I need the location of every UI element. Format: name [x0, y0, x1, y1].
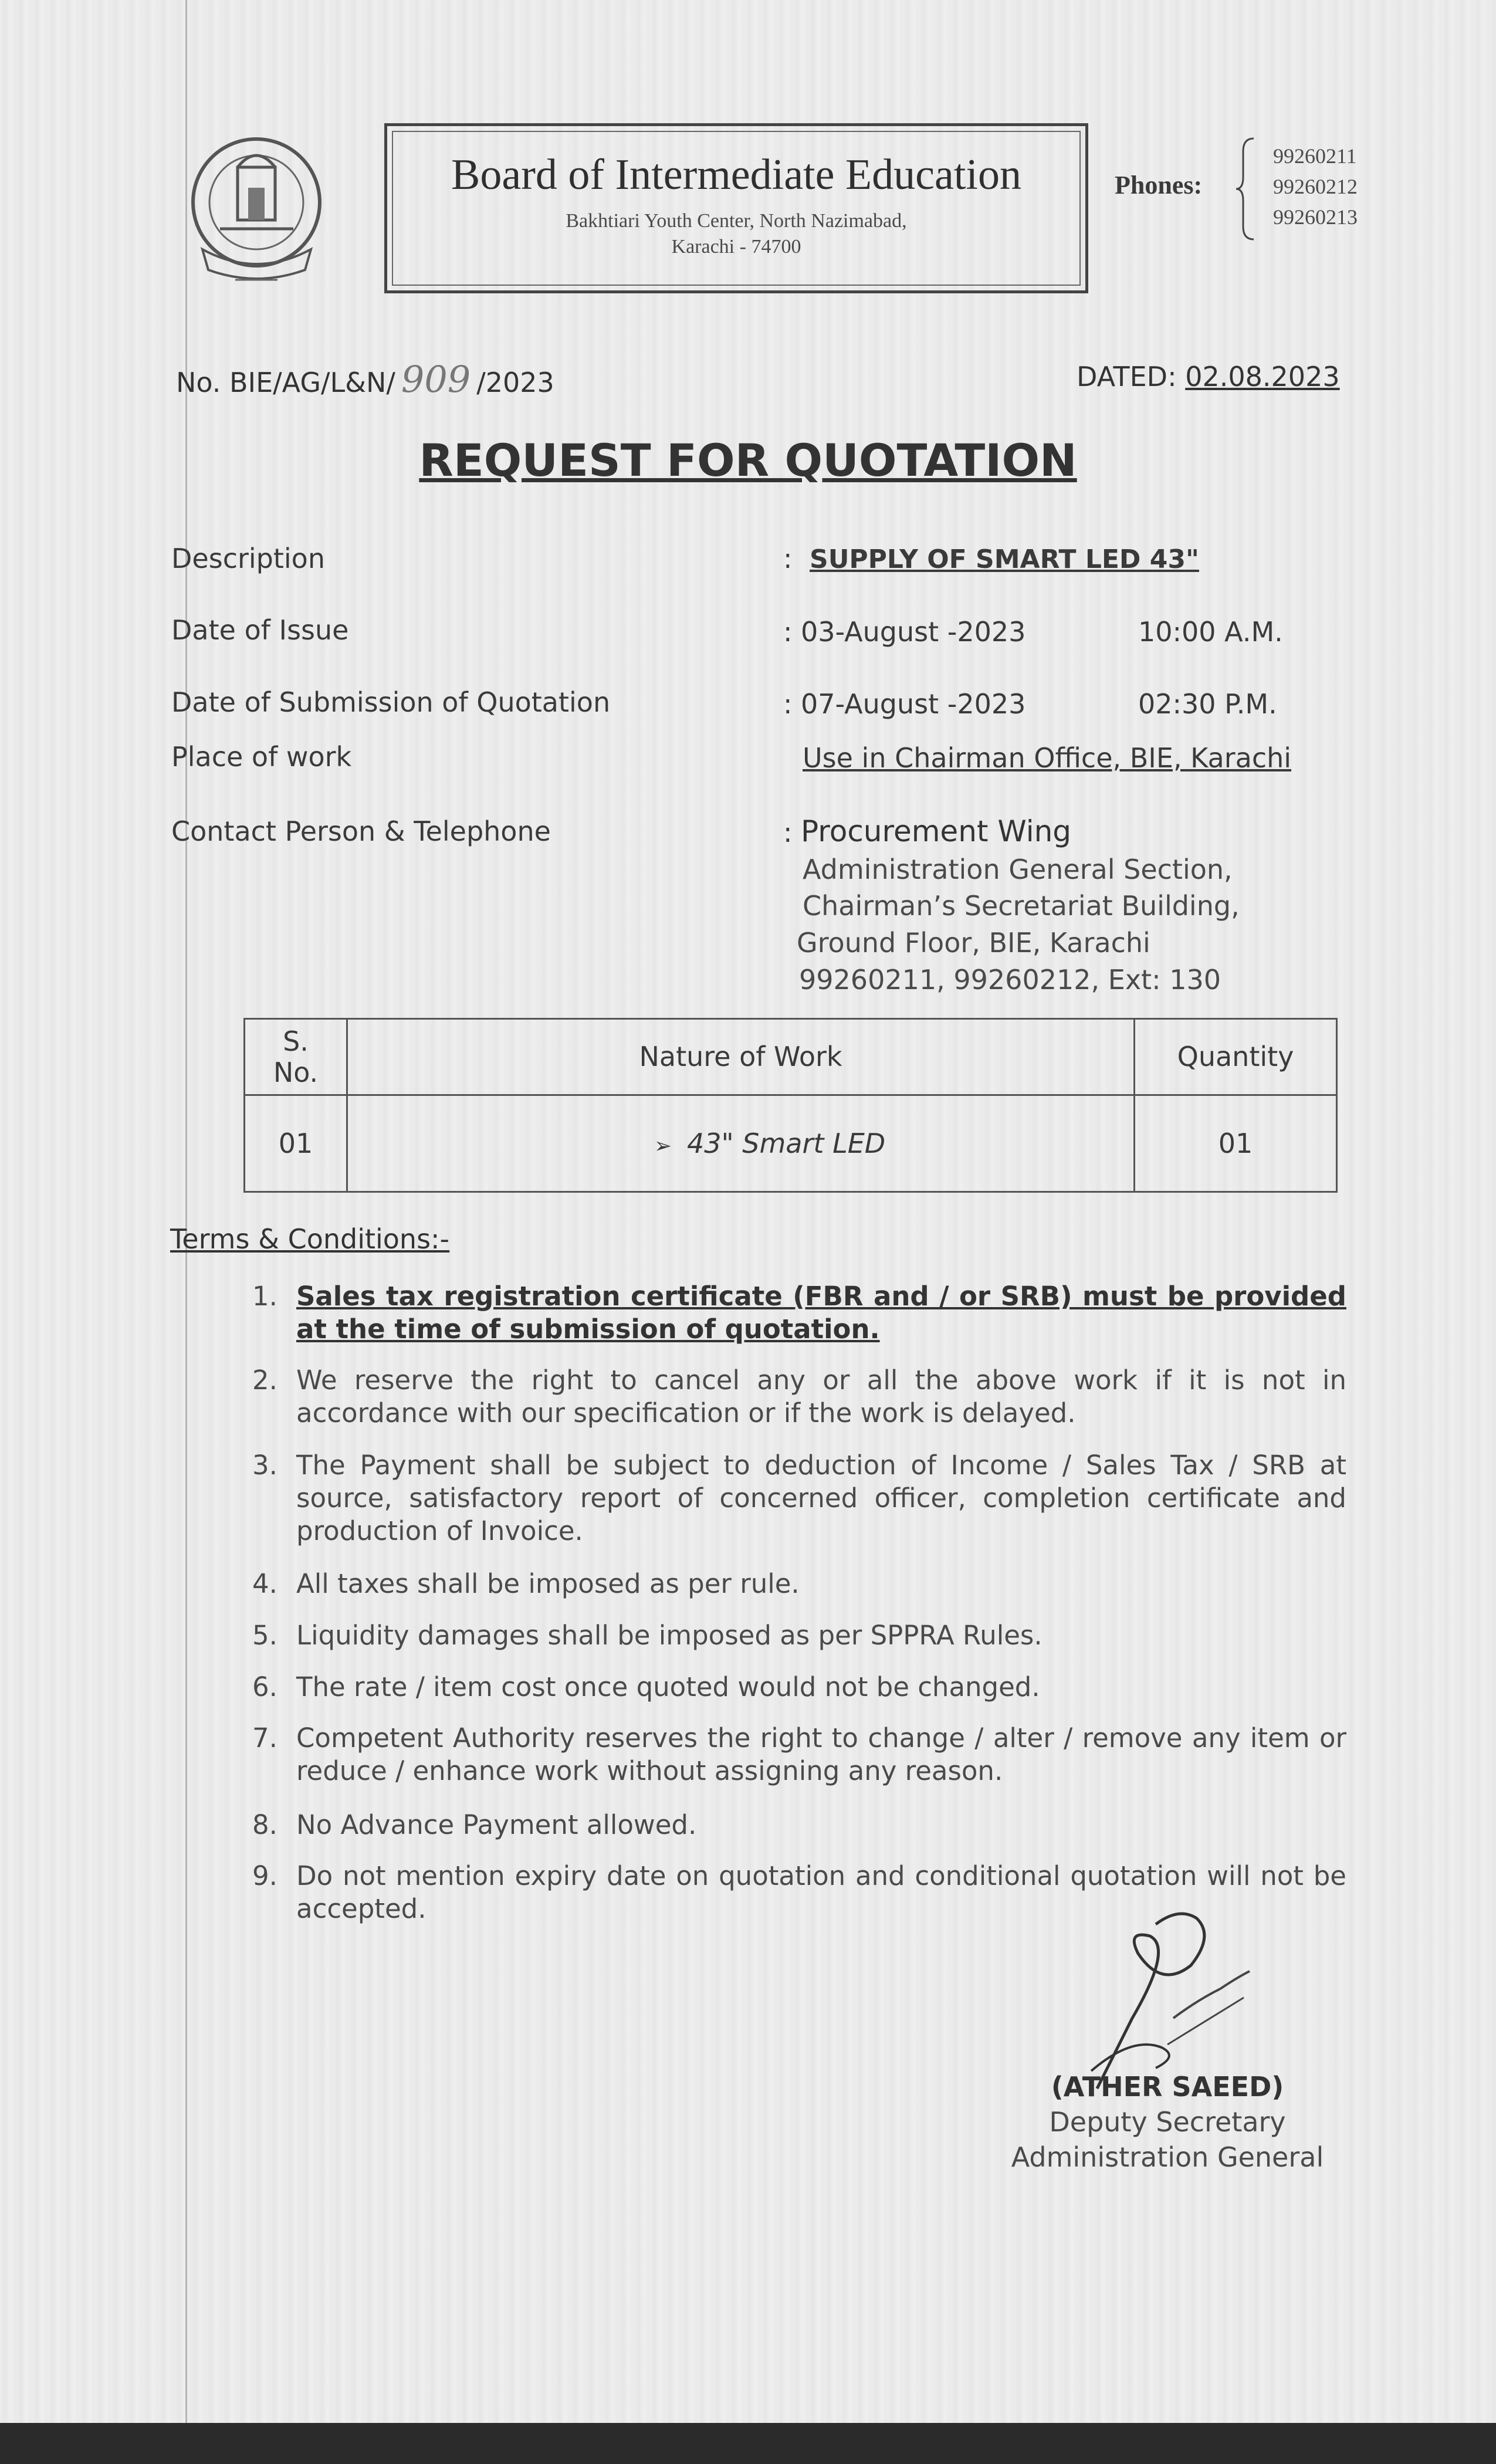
- submission-date-label: Date of Submission of Quotation: [171, 686, 611, 718]
- term-number: 4.: [252, 1568, 277, 1599]
- term-number: 5.: [252, 1620, 277, 1651]
- quantity-header: Quantity: [1135, 1019, 1337, 1095]
- address-line-2: Karachi - 74700: [671, 236, 801, 258]
- dated-value: 02.08.2023: [1185, 361, 1340, 392]
- signatory-department: Administration General: [1011, 2141, 1324, 2173]
- reference-suffix: /2023: [476, 367, 554, 398]
- term-item: [235, 1809, 1346, 1842]
- term-item: [235, 1568, 1346, 1600]
- arrow-bullet-icon: ➢: [654, 1134, 672, 1158]
- contact-line: 99260211, 99260212, Ext: 130: [799, 964, 1221, 996]
- phone-number: 99260212: [1273, 175, 1358, 198]
- sno-cell: 01: [245, 1095, 347, 1192]
- term-item: [235, 1671, 1346, 1704]
- term-number: 8.: [252, 1809, 277, 1840]
- organization-name: Board of Intermediate Education: [451, 151, 1021, 199]
- term-number: 3.: [252, 1450, 277, 1481]
- sno-header: [245, 1019, 347, 1095]
- contact-colon: :: [783, 817, 793, 848]
- signatory-title: Deputy Secretary: [1049, 2106, 1286, 2138]
- term-item: [235, 1619, 1346, 1652]
- description-label: Description: [171, 543, 325, 574]
- terms-heading: Terms & Conditions:-: [170, 1223, 450, 1255]
- term-number: 2.: [252, 1365, 277, 1396]
- term-text: Competent Authority reserves the right to change / alter / remove any item or reduce / enhance work without assigning any reason.: [296, 1722, 1346, 1786]
- term-number: 1.: [252, 1281, 277, 1312]
- letterhead-box: [384, 123, 1088, 293]
- place-of-work-label: Place of work: [171, 741, 352, 773]
- board-seal-logo: [179, 132, 334, 287]
- quantity-cell: 01: [1135, 1095, 1337, 1192]
- term-text: The Payment shall be subject to deduction of Income / Sales Tax / SRB at source, satisfactory report of concerned officer, completion certificate and production of Invoice.: [296, 1450, 1346, 1546]
- scan-border: [0, 2423, 1496, 2464]
- handwritten-signature: [1044, 1901, 1267, 2094]
- term-text: No Advance Payment allowed.: [296, 1809, 697, 1840]
- term-text: Do not mention expiry date on quotation and conditional quotation will not be accepted.: [296, 1860, 1346, 1924]
- issue-date-value: 03-August -2023: [801, 616, 1026, 648]
- term-item: [235, 1364, 1346, 1430]
- table-row: [245, 1095, 1337, 1192]
- term-item: [235, 1449, 1346, 1548]
- contact-label: Contact Person & Telephone: [171, 815, 551, 847]
- table-header-row: [245, 1019, 1337, 1095]
- term-text: Liquidity damages shall be imposed as per SPPRA Rules.: [296, 1620, 1043, 1651]
- term-number: 9.: [252, 1860, 277, 1891]
- description-colon: :: [783, 543, 793, 574]
- issue-time-value: 10:00 A.M.: [1138, 616, 1283, 648]
- submission-date-colon: :: [783, 688, 793, 720]
- term-number: 7.: [252, 1722, 277, 1754]
- term-text: All taxes shall be imposed as per rule.: [296, 1568, 800, 1599]
- nature-cell-text: 43" Smart LED: [686, 1128, 886, 1159]
- term-text: Sales tax registration certificate (FBR and / or SRB) must be provided at the time of submission of quotation.: [296, 1281, 1346, 1345]
- submission-time-value: 02:30 P.M.: [1138, 688, 1277, 720]
- date-line: [1077, 361, 1340, 392]
- nature-of-work-table: [243, 1018, 1338, 1193]
- contact-line: Ground Floor, BIE, Karachi: [797, 927, 1150, 959]
- contact-line: Administration General Section,: [803, 854, 1233, 885]
- sno-header-line2: No.: [273, 1056, 319, 1088]
- term-text: The rate / item cost once quoted would not be changed.: [296, 1671, 1040, 1703]
- reference-prefix: No. BIE/AG/L&N/: [176, 367, 395, 398]
- submission-date-value: 07-August -2023: [801, 688, 1026, 720]
- phones-label: Phones:: [1115, 171, 1203, 199]
- phone-number: 99260211: [1273, 144, 1357, 168]
- description-value: SUPPLY OF SMART LED 43": [810, 544, 1199, 574]
- reference-number: [176, 358, 554, 401]
- contact-heading: Procurement Wing: [801, 814, 1072, 848]
- sno-header-line1: S.: [283, 1025, 309, 1057]
- curly-brace-icon: [1235, 136, 1256, 242]
- signatory-name: (ATHER SAEED): [1051, 2071, 1284, 2103]
- nature-header: Nature of Work: [347, 1019, 1135, 1095]
- nature-cell: [347, 1095, 1135, 1192]
- term-item: [235, 1280, 1346, 1346]
- term-item: [235, 1722, 1346, 1788]
- address-line-1: Bakhtiari Youth Center, North Nazimabad,: [566, 210, 907, 232]
- document-title: REQUEST FOR QUOTATION: [419, 434, 1077, 486]
- place-of-work-value: Use in Chairman Office, BIE, Karachi: [803, 742, 1292, 774]
- issue-date-colon: :: [783, 616, 793, 648]
- contact-line: Chairman’s Secretariat Building,: [803, 890, 1240, 922]
- term-text: We reserve the right to cancel any or all the above work if it is not in accordance with our specification or if the work is delayed.: [296, 1365, 1346, 1429]
- handwritten-reference: 909: [401, 358, 471, 401]
- issue-date-label: Date of Issue: [171, 614, 349, 646]
- term-number: 6.: [252, 1671, 277, 1703]
- dated-label: DATED:: [1077, 361, 1177, 392]
- phone-number: 99260213: [1273, 205, 1358, 229]
